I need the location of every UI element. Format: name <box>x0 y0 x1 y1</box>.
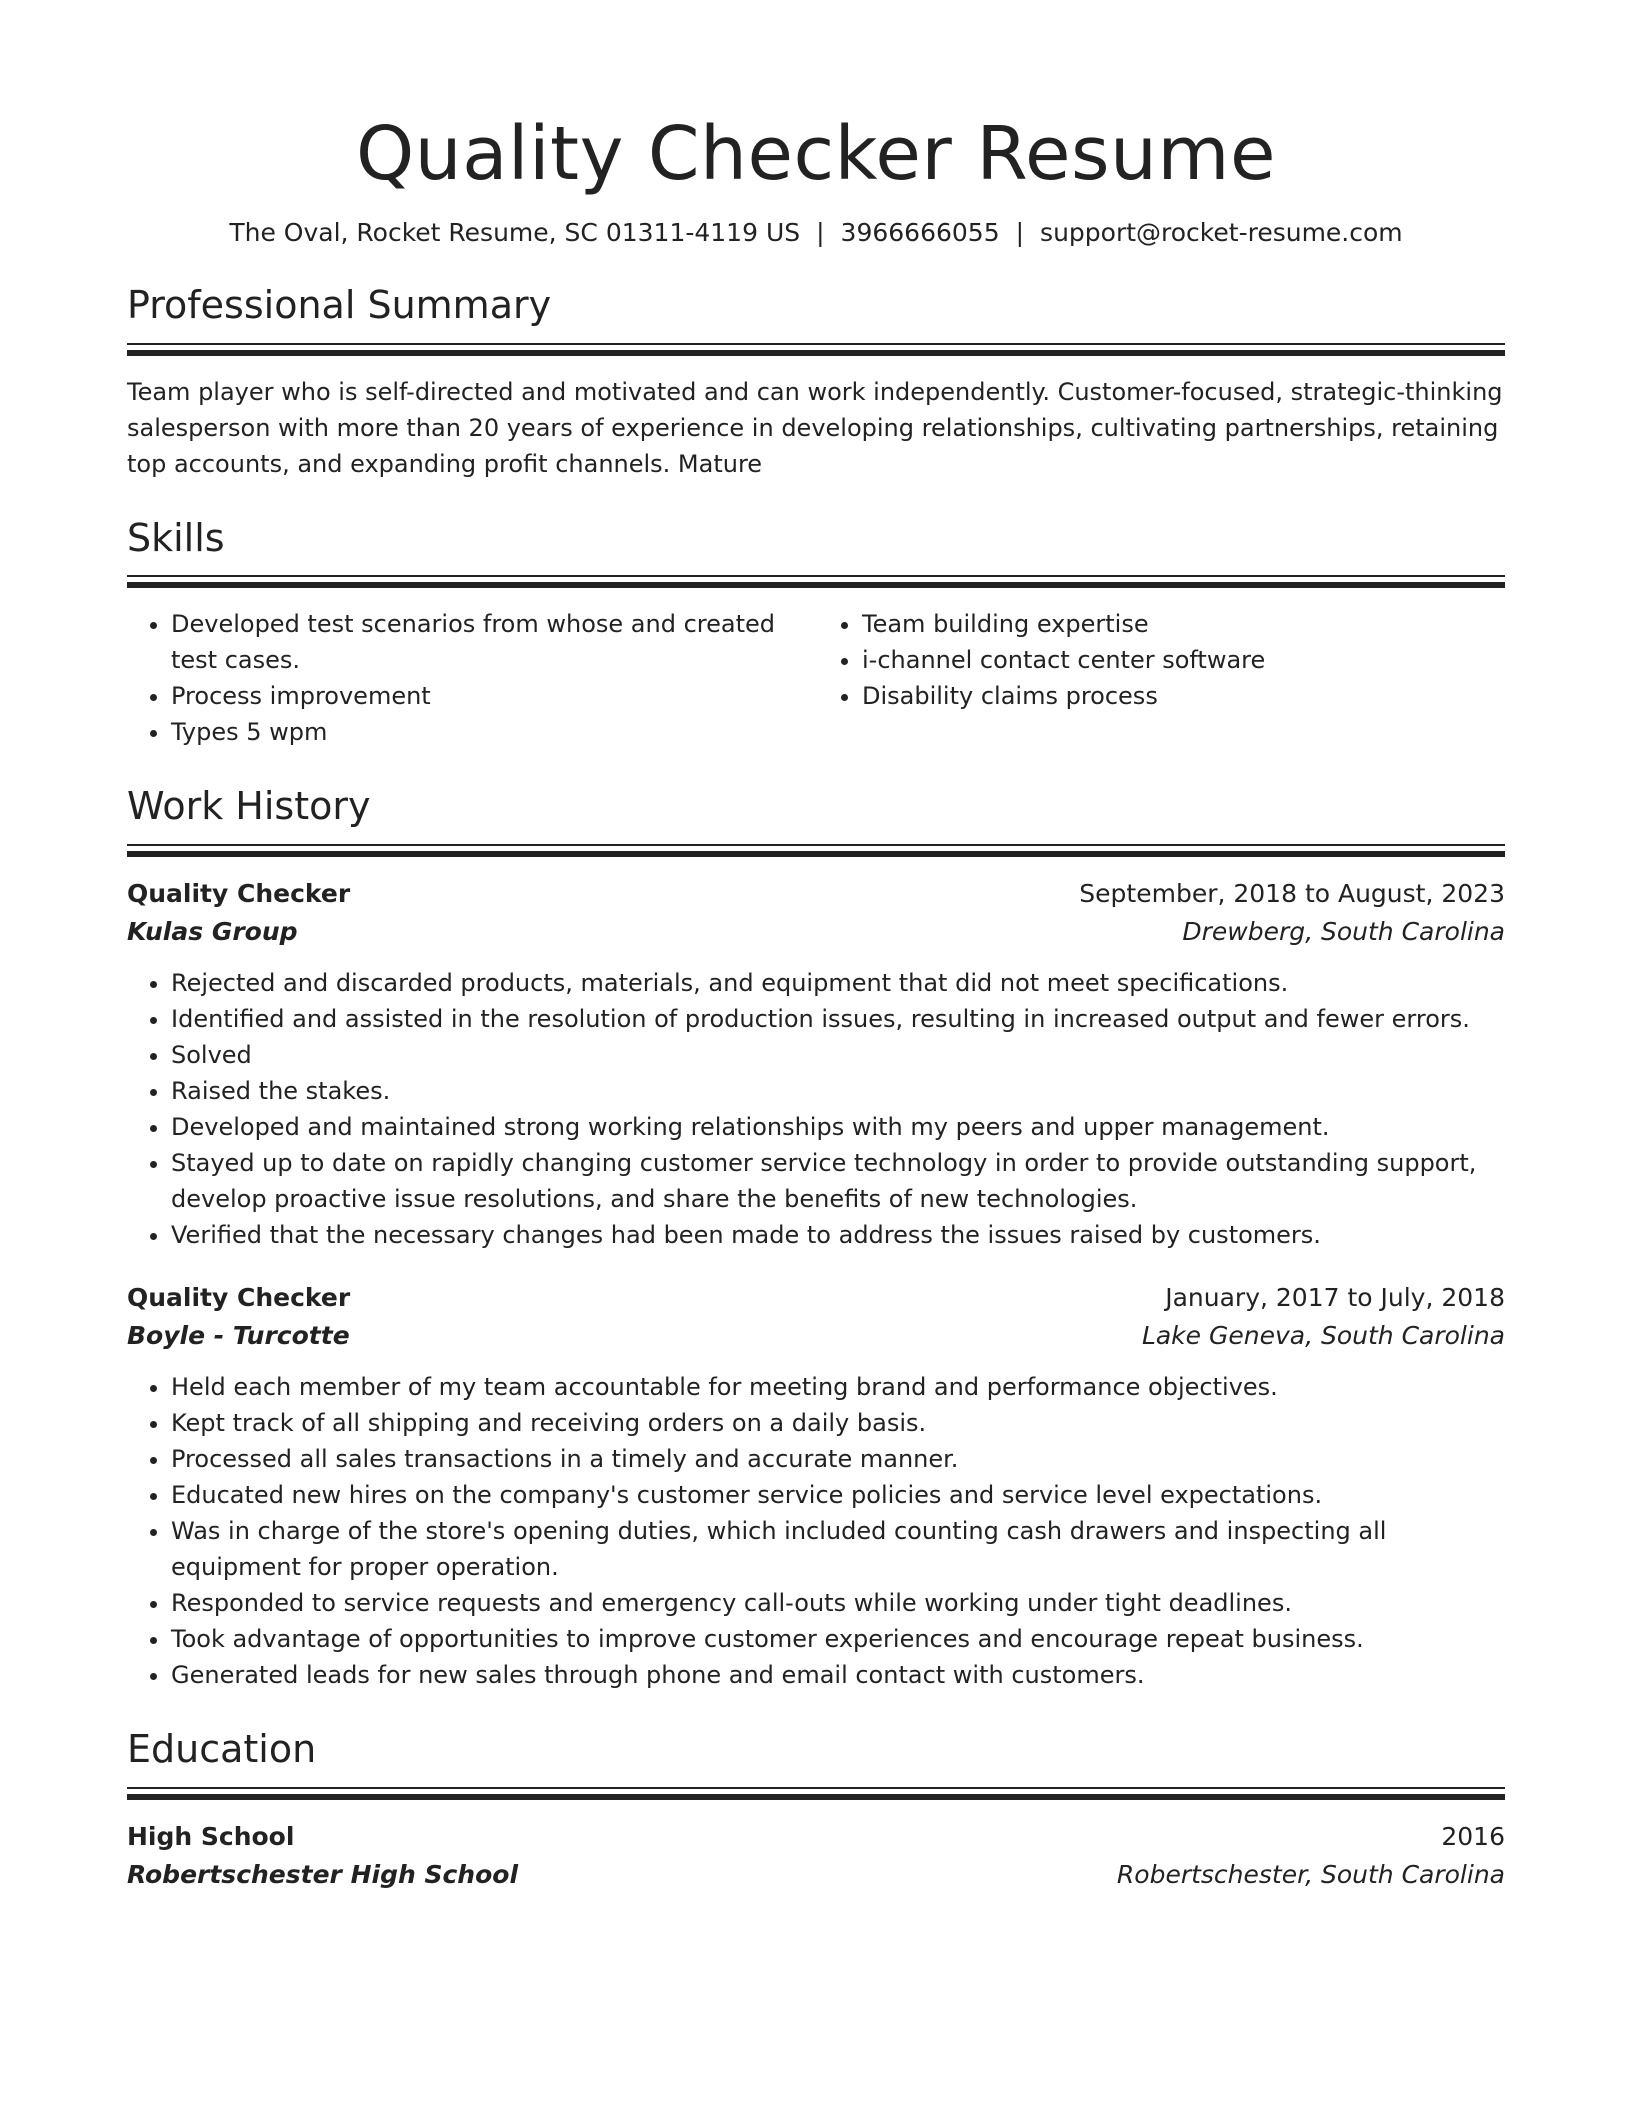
contact-email[interactable]: support@rocket-resume.com <box>1040 217 1403 247</box>
education-subheader <box>127 1856 1505 1894</box>
job-bullet: • Identified and assisted in the resolution of production issues, resulting in increased output and fewer errors. <box>171 1001 1505 1037</box>
section-divider <box>127 844 1505 857</box>
skills-section <box>127 516 1505 751</box>
job-bullet: • Kept track of all shipping and receiving orders on a daily basis. <box>171 1405 1505 1441</box>
skill-item: • i-channel contact center software <box>862 642 1505 678</box>
job-title: Quality Checker <box>127 879 351 909</box>
job-dates: January, 2017 to July, 2018 <box>1165 1283 1505 1313</box>
education-location: Robertschester, South Carolina <box>1116 1859 1505 1889</box>
job-dates: September, 2018 to August, 2023 <box>1079 879 1505 909</box>
work-section <box>127 784 1505 1693</box>
job-entry <box>127 1279 1505 1693</box>
job-bullets <box>127 965 1505 1253</box>
section-divider <box>127 575 1505 588</box>
job-bullet: • Held each member of my team accountable for meeting brand and performance objectives. <box>171 1369 1505 1405</box>
job-title: Quality Checker <box>127 1283 351 1313</box>
job-bullet: • Took advantage of opportunities to improve customer experiences and encourage repeat business. <box>171 1621 1505 1657</box>
job-entry <box>127 875 1505 1253</box>
job-bullets <box>127 1369 1505 1693</box>
education-school: Robertschester High School <box>127 1859 519 1889</box>
section-title-skills: Skills <box>127 515 225 560</box>
summary-section <box>127 283 1505 482</box>
section-title-education: Education <box>127 1727 317 1772</box>
job-bullet: • Solved <box>171 1037 1505 1073</box>
skill-item: • Disability claims process <box>862 678 1505 714</box>
skills-columns <box>127 606 1505 750</box>
job-bullet: • Responded to service requests and emergency call-outs while working under tight deadlines. <box>171 1585 1505 1621</box>
job-bullet: • Rejected and discarded products, materials, and equipment that did not meet specifications. <box>171 965 1505 1001</box>
section-divider <box>127 1787 1505 1800</box>
contact-line <box>127 217 1505 250</box>
resume-title: Quality Checker Resume <box>355 111 1277 197</box>
job-bullet: • Verified that the necessary changes had been made to address the issues raised by customers. <box>171 1217 1505 1253</box>
job-bullet: • Processed all sales transactions in a timely and accurate manner. <box>171 1441 1505 1477</box>
job-bullet: • Was in charge of the store's opening duties, which included counting cash drawers and inspecting all equipment for proper operation. <box>171 1513 1505 1585</box>
skills-list-left <box>127 606 814 750</box>
contact-separator: | <box>816 217 825 247</box>
job-company: Boyle - Turcotte <box>127 1321 350 1351</box>
education-year: 2016 <box>1441 1821 1505 1851</box>
skill-item: • Team building expertise <box>862 606 1505 642</box>
job-bullet: • Developed and maintained strong working relationships with my peers and upper management. <box>171 1109 1505 1145</box>
job-company: Kulas Group <box>127 917 298 947</box>
contact-address: The Oval, Rocket Resume, SC 01311-4119 US <box>229 217 801 247</box>
job-subheader <box>127 913 1505 951</box>
skill-item: • Types 5 wpm <box>171 714 814 750</box>
education-header <box>127 1818 1505 1856</box>
skill-item: • Developed test scenarios from whose and created test cases. <box>171 606 814 678</box>
section-divider <box>127 343 1505 356</box>
section-title-summary: Professional Summary <box>127 283 552 328</box>
job-bullet: • Raised the stakes. <box>171 1073 1505 1109</box>
job-location: Drewberg, South Carolina <box>1182 917 1505 947</box>
job-bullet: • Educated new hires on the company's customer service policies and service level expectations. <box>171 1477 1505 1513</box>
contact-phone: 3966666055 <box>840 217 1000 247</box>
job-subheader <box>127 1317 1505 1355</box>
summary-text: Team player who is self-directed and motivated and can work independently. Customer-focused, strategic-thinking salesperson with more than 20 years of experience in developing relationships, cultivating partnerships, retaining top accounts, and expanding profit channels. Mature <box>127 377 1503 478</box>
education-section <box>127 1727 1505 1894</box>
job-bullet: • Stayed up to date on rapidly changing customer service technology in order to provide outstanding support, develop proactive issue resolutions, and share the benefits of new technologies. <box>171 1145 1505 1217</box>
job-header <box>127 875 1505 913</box>
job-location: Lake Geneva, South Carolina <box>1141 1321 1505 1351</box>
job-header <box>127 1279 1505 1317</box>
section-title-work: Work History <box>127 784 371 829</box>
skill-item: • Process improvement <box>171 678 814 714</box>
skills-list-right <box>814 606 1505 750</box>
contact-separator: | <box>1015 217 1025 247</box>
job-bullet: • Generated leads for new sales through phone and email contact with customers. <box>171 1657 1505 1693</box>
education-degree: High School <box>127 1821 295 1851</box>
